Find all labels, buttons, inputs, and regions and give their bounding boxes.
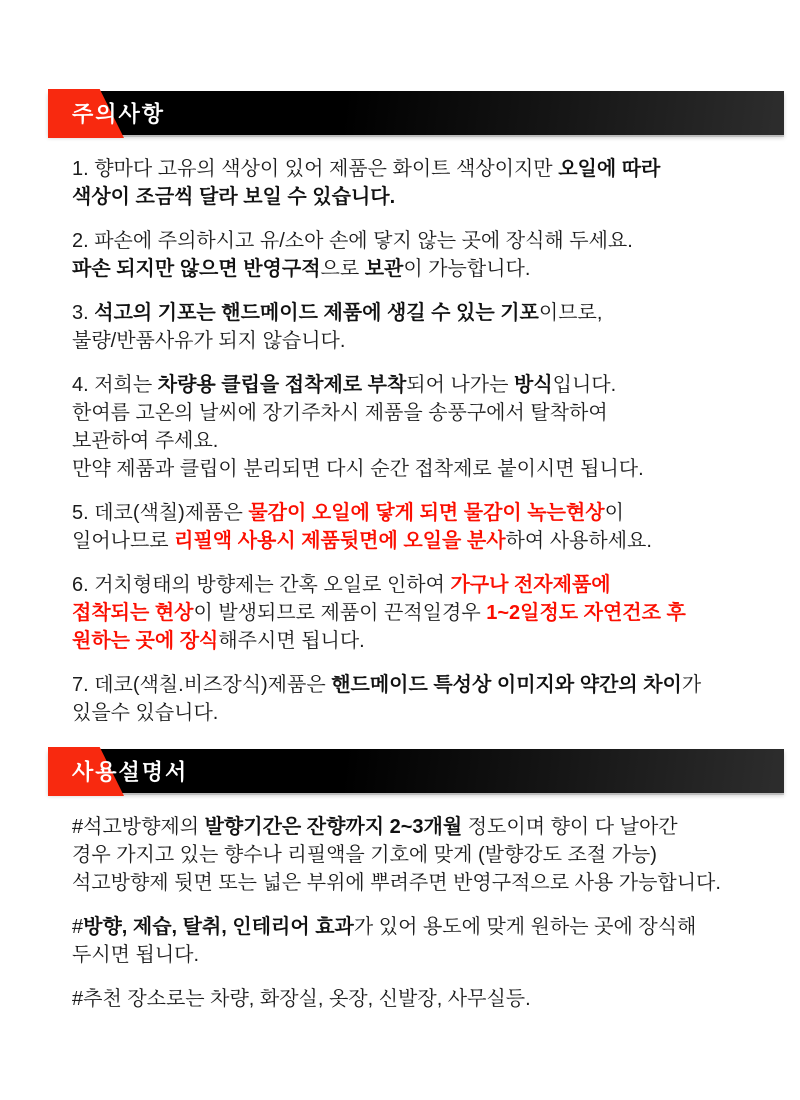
paragraph	[72, 813, 770, 897]
text-segment: #	[72, 916, 84, 938]
usage-title: 사용설명서	[72, 759, 189, 785]
text-segment: 만약 제품과 클립이 분리되면 다시 순간 접착제로 붙이시면 됩니다.	[72, 458, 644, 480]
text-segment: 핸드메이드 특성상 이미지와 약간의 차이	[331, 674, 682, 696]
text-segment: 3.	[72, 302, 95, 324]
text-segment: 가	[681, 674, 702, 696]
precautions-body	[0, 135, 800, 727]
text-segment: 파손 되지만 않으면 반영구적	[72, 258, 321, 280]
text-segment: 오일에 따라	[558, 158, 661, 180]
text-segment: 물감이 오일에 닿게 되면 물감이 녹는현상	[248, 502, 605, 524]
section-usage	[0, 749, 800, 1013]
text-segment: #석고방향제의	[72, 816, 205, 838]
text-segment: 1. 향마다 고유의 색상이 있어 제품은 화이트 색상이지만	[72, 158, 559, 180]
text-segment: 일어나므로	[72, 530, 175, 552]
text-segment: 하여 사용하세요.	[505, 530, 652, 552]
text-segment: 7. 데코(색칠.비즈장식)제품은	[72, 674, 332, 696]
paragraph	[72, 499, 770, 555]
text-segment: 석고의 기포는 핸드메이드 제품에 생길 수 있는 기포	[94, 302, 539, 324]
text-segment: 불량/반품사유가 되지 않습니다.	[72, 330, 346, 352]
text-segment: 색상이 조금씩 달라 보일 수 있습니다.	[72, 186, 396, 208]
usage-header-bar	[48, 749, 784, 793]
text-segment: 경우 가지고 있는 향수나 리필액을 기호에 맞게 (발향강도 조절 가능)	[72, 844, 657, 866]
paragraph	[72, 299, 770, 355]
text-segment: 이 발생되므로 제품이 끈적일경우	[193, 602, 487, 624]
text-segment: 발향기간은 잔향까지 2~3개월	[204, 816, 463, 838]
text-segment: 있을수 있습니다.	[72, 702, 219, 724]
text-segment: 원하는 곳에 장식	[72, 630, 219, 652]
text-segment: 정도이며 향이 다 날아간	[462, 816, 678, 838]
text-segment: 방식	[514, 374, 553, 396]
text-segment: 석고방향제 뒷면 또는 넓은 부위에 뿌려주면 반영구적으로 사용 가능합니다.	[72, 872, 721, 894]
text-segment: 해주시면 됩니다.	[218, 630, 365, 652]
text-segment: 가구나 전자제품에	[450, 574, 611, 596]
paragraph	[72, 155, 770, 211]
text-segment: 5. 데코(색칠)제품은	[72, 502, 249, 524]
text-segment: 6. 거치형태의 방향제는 간혹 오일로 인하여	[72, 574, 451, 596]
paragraph	[72, 571, 770, 655]
text-segment: 접착되는 현상	[72, 602, 194, 624]
text-segment: 보관하여 주세요.	[72, 430, 219, 452]
precautions-header-bar	[48, 91, 784, 135]
text-segment: 이 가능합니다.	[403, 258, 531, 280]
text-segment: 차량용 클립을 접착제로 부착	[157, 374, 407, 396]
text-segment: 으로	[320, 258, 365, 280]
text-segment: 1~2일정도 자연건조 후	[486, 602, 686, 624]
section-precautions	[0, 91, 800, 727]
text-segment: 4. 저희는	[72, 374, 158, 396]
text-segment: 보관	[364, 258, 404, 280]
paragraph	[72, 227, 770, 283]
text-segment: #추천 장소로는 차량, 화장실, 옷장, 신발장, 사무실등.	[72, 988, 531, 1010]
text-segment: 이므로,	[538, 302, 603, 324]
text-segment: 되어 나가는	[406, 374, 514, 396]
usage-body	[0, 793, 800, 1013]
text-segment: 두시면 됩니다.	[72, 944, 200, 966]
text-segment: 입니다.	[552, 374, 617, 396]
paragraph	[72, 913, 770, 969]
text-segment: 이	[604, 502, 624, 524]
text-segment: 2. 파손에 주의하시고 유/소아 손에 닿지 않는 곳에 장식해 두세요.	[72, 230, 633, 252]
paragraph	[72, 371, 770, 483]
text-segment: 방향, 제습, 탈취, 인테리어 효과	[83, 916, 354, 938]
text-segment: 한여름 고온의 날씨에 장기주차시 제품을 송풍구에서 탈착하여	[72, 402, 608, 424]
text-segment: 가 있어 용도에 맞게 원하는 곳에 장식해	[353, 916, 697, 938]
precautions-title: 주의사항	[72, 101, 166, 127]
paragraph	[72, 985, 770, 1013]
paragraph	[72, 671, 770, 727]
text-segment: 리필액 사용시 제품뒷면에 오일을 분사	[174, 530, 506, 552]
